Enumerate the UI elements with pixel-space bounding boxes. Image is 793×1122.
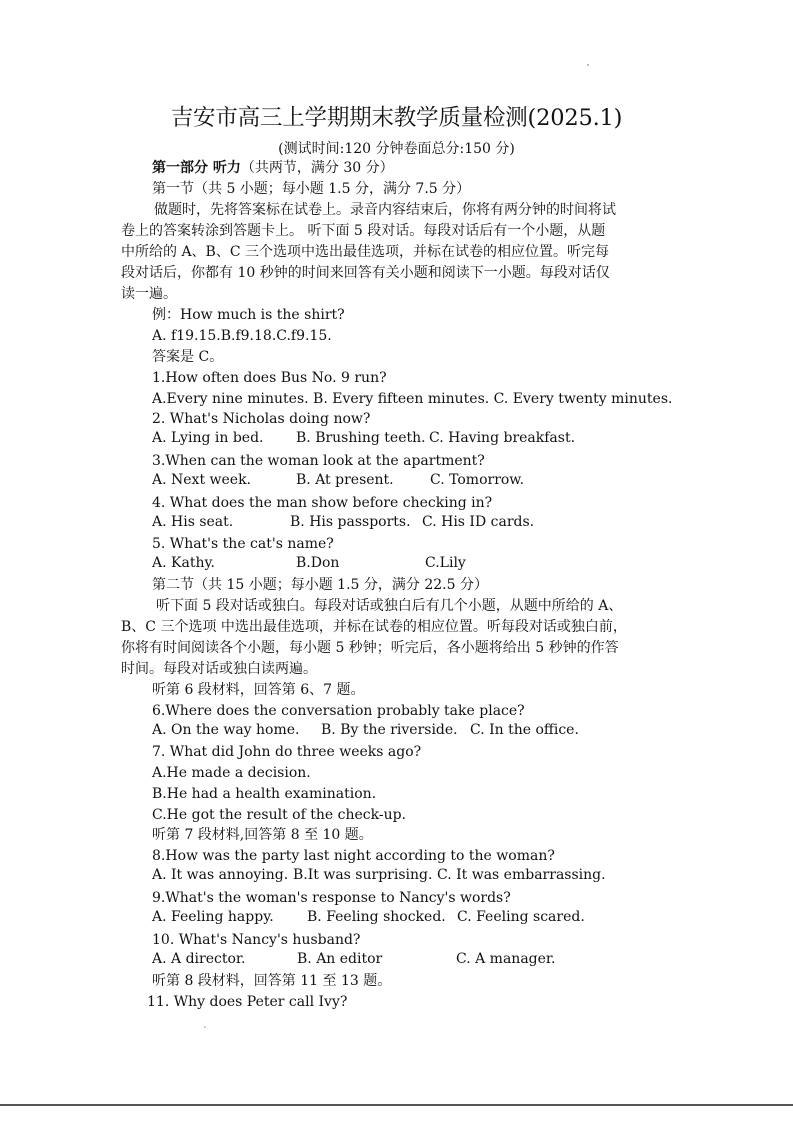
instruction-line: 段对话后，你都有 10 秒钟的时间来回答有关小题和阅读下一小题。每段对话仅 bbox=[121, 265, 610, 281]
question-4: 4. What does the man show before checking in? bbox=[152, 495, 493, 511]
section2-heading: 第二节（共 15 小题；每小题 1.5 分，满分 22.5 分） bbox=[152, 577, 488, 593]
instruction-line: 你将有时间阅读各个小题，每小题 5 秒钟；听完后，各小题将给出 5 秒钟的作答 bbox=[121, 640, 619, 656]
option-a: A. Lying in bed. bbox=[152, 430, 264, 446]
question-5: 5. What's the cat's name? bbox=[152, 536, 334, 552]
page-bottom-border bbox=[0, 1104, 793, 1106]
option-a: A. Kathy. bbox=[152, 555, 215, 571]
option-b: B. By the riverside. bbox=[321, 722, 458, 738]
question-8: 8.How was the party last night according to the woman? bbox=[152, 848, 555, 864]
part1-heading-bold: 第一部分 听力 bbox=[152, 160, 241, 176]
example-options: A. f19.15.B.f9.18.C.f9.15. bbox=[152, 328, 332, 344]
instruction-line: 听下面 5 段对话或独白。每段对话或独白后有几个小题，从题中所给的 A、 bbox=[156, 598, 623, 614]
option-c: C.He got the result of the check-up. bbox=[152, 807, 407, 823]
section1-heading: 第一节（共 5 小题；每小题 1.5 分，满分 7.5 分） bbox=[152, 181, 471, 197]
page-subtitle: (测试时间:120 分钟卷面总分:150 分) bbox=[278, 141, 515, 157]
option-a: A.He made a decision. bbox=[152, 765, 311, 781]
option-b: B. His passports. bbox=[290, 514, 411, 530]
option-b: B. Brushing teeth. bbox=[296, 430, 426, 446]
question-2: 2. What's Nicholas doing now? bbox=[152, 411, 371, 427]
option-c: C. His ID cards. bbox=[422, 514, 535, 530]
part1-heading bbox=[152, 158, 394, 178]
material-6-heading: 听第 6 段材料，回答第 6、7 题。 bbox=[152, 682, 365, 698]
material-8-heading: 听第 8 段材料，回答第 11 至 13 题。 bbox=[152, 973, 392, 989]
material-7-heading: 听第 7 段材料,回答第 8 至 10 题。 bbox=[152, 827, 373, 843]
instruction-line: 时间。每段对话或独白读两遍。 bbox=[121, 661, 317, 677]
option-b: B. At present. bbox=[296, 472, 394, 488]
option-a: A. His seat. bbox=[152, 514, 234, 530]
scan-speck bbox=[587, 64, 589, 66]
example-question: 例：How much is the shirt? bbox=[152, 307, 345, 323]
question-9: 9.What's the woman's response to Nancy's words? bbox=[152, 890, 511, 906]
option-c: C. Tomorrow. bbox=[430, 472, 525, 488]
option-b: B.He had a health examination. bbox=[152, 786, 377, 802]
option-b: B. Feeling shocked. bbox=[307, 909, 446, 925]
instruction-line: 读一遍。 bbox=[121, 286, 177, 302]
question-1: 1.How often does Bus No. 9 run? bbox=[152, 370, 387, 386]
option-a: A. Next week. bbox=[152, 472, 252, 488]
example-answer: 答案是 C。 bbox=[152, 349, 224, 365]
page-title: 吉安市高三上学期期末教学质量检测(2025.1) bbox=[170, 105, 623, 131]
question-7: 7. What did John do three weeks ago? bbox=[152, 744, 422, 760]
option-b: B.It was surprising. bbox=[293, 867, 433, 883]
option-a: A. It was annoying. bbox=[152, 867, 289, 883]
instruction-line: B、C 三个选项 中选出最佳选项，并标在试卷的相应位置。听每段对话或独白前， bbox=[121, 619, 627, 635]
option-c: C.Lily bbox=[425, 555, 466, 571]
option-a: A. Feeling happy. bbox=[152, 909, 274, 925]
option-a: A. On the way home. bbox=[152, 722, 300, 738]
option-c: C. In the office. bbox=[470, 722, 579, 738]
scan-speck bbox=[204, 1026, 206, 1028]
option-b: B. An editor bbox=[297, 951, 383, 967]
question-6: 6.Where does the conversation probably take place? bbox=[152, 703, 525, 719]
instruction-line: 做题时，先将答案标在试卷上。录音内容结束后，你将有两分钟的时间将试 bbox=[154, 202, 616, 218]
question-10: 10. What's Nancy's husband? bbox=[152, 932, 361, 948]
option-a: A. A director. bbox=[152, 951, 246, 967]
instruction-line: 卷上的答案转涂到答题卡上。 听下面 5 段对话。每段对话后有一个小题，从题 bbox=[121, 223, 606, 239]
question-11: 11. Why does Peter call Ivy? bbox=[147, 994, 348, 1010]
option-c: C. Having breakfast. bbox=[429, 430, 576, 446]
part1-heading-rest: （共两节，满分 30 分） bbox=[240, 160, 394, 176]
instruction-line: 中所给的 A、B、C 三个选项中选出最佳选项，并标在试卷的相应位置。听完每 bbox=[121, 244, 610, 260]
option-c: C. Feeling scared. bbox=[457, 909, 585, 925]
option-c: C. A manager. bbox=[456, 951, 556, 967]
question-3: 3.When can the woman look at the apartment? bbox=[152, 453, 485, 469]
question-1-options: A.Every nine minutes. B. Every fifteen minutes. C. Every twenty minutes. bbox=[152, 391, 673, 407]
option-c: C. It was embarrassing. bbox=[437, 867, 606, 883]
option-b: B.Don bbox=[296, 555, 340, 571]
